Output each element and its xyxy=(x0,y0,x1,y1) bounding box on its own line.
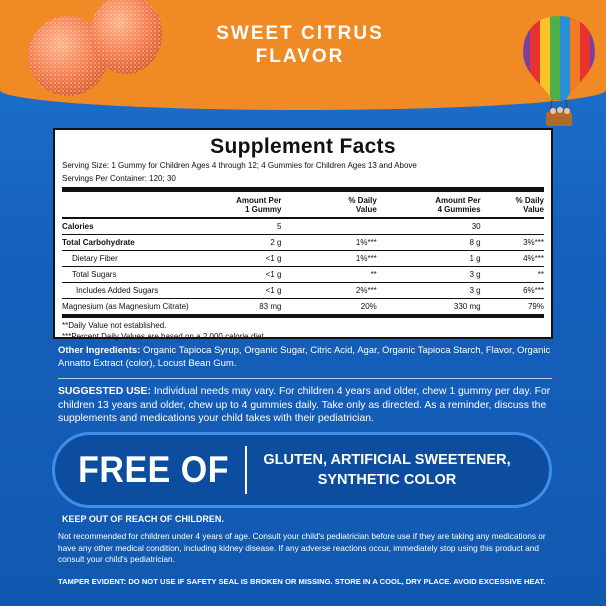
suggested-use xyxy=(58,385,558,426)
facts-header-row xyxy=(62,194,544,218)
footnotes xyxy=(62,321,544,342)
table-row: Total Carbohydrate 2 g 1%*** 8 g 3%*** xyxy=(62,235,544,251)
free-of-banner xyxy=(52,432,552,508)
free-of-line2: SYNTHETIC COLOR xyxy=(317,472,457,488)
serving-size: Serving Size: 1 Gummy for Children Ages 4 through 12; 4 Gummies for Children Ages 13 and Above xyxy=(62,161,417,170)
flavor-title-line1: SWEET CITRUS xyxy=(216,23,384,44)
col-amount-1: Amount Per 1 Gummy xyxy=(206,194,281,218)
hot-air-balloon-icon xyxy=(518,14,600,132)
col-dv-4: % Daily Value xyxy=(481,194,544,218)
warning-text: Not recommended for children under 4 years of age. Consult your child's pediatrician before use if they are taking any medications or have any other medical condition, including kidney disease. If any adverse reactions occur, immediately stop using this product and consult your child's pediatrician. xyxy=(58,531,546,564)
table-row: Includes Added Sugars <1 g 2%*** 3 g 6%*** xyxy=(62,283,544,299)
free-of-heading: FREE OF xyxy=(78,449,229,491)
tamper-evident-text: TAMPER EVIDENT: DO NOT USE IF SAFETY SEAL IS BROKEN OR MISSING. STORE IN A COOL, DRY PLACE. AVOID EXCESSIVE HEAT. xyxy=(58,577,546,586)
suggested-use-text: Individual needs may vary. For children 4 years and older, chew 1 gummy per day. For children 13 years and older, chew up to 4 gummies daily. Take only as directed. As a reminder, discuss the supplements and medications your child takes with their pediatrician. xyxy=(58,386,551,424)
ingredients-label: Other Ingredients: xyxy=(58,345,141,356)
table-row: Dietary Fiber <1 g 1%*** 1 g 4%*** xyxy=(62,251,544,267)
footnote-dv-not-established: **Daily Value not established. xyxy=(62,321,167,330)
gummy-candy-icon xyxy=(26,0,166,104)
servings-per-container: Servings Per Container: 120; 30 xyxy=(62,173,176,183)
other-ingredients xyxy=(58,345,558,370)
ingredients-text: Organic Tapioca Syrup, Organic Sugar, Citric Acid, Agar, Organic Tapioca Starch, Flavor, Organic Annatto Extract (color), Locust Bean Gum. xyxy=(58,345,551,369)
free-of-line1: GLUTEN, ARTIFICIAL SWEETENER, xyxy=(263,452,511,468)
facts-title: Supplement Facts xyxy=(210,135,396,158)
free-of-list xyxy=(247,450,549,490)
section-divider xyxy=(58,378,552,379)
suggested-use-label: SUGGESTED USE: xyxy=(58,386,151,397)
table-row: Calories 5 30 xyxy=(62,218,544,235)
flavor-title xyxy=(150,22,450,68)
col-dv-1: % Daily Value xyxy=(281,194,376,218)
footnote-calorie-diet: ***Percent Daily Values are based on a 2,000 calorie diet. xyxy=(62,331,266,341)
col-amount-4: Amount Per 4 Gummies xyxy=(377,194,481,218)
facts-table xyxy=(62,194,544,318)
thick-divider xyxy=(62,187,544,192)
supplement-facts-panel xyxy=(53,128,553,339)
table-row: Magnesium (as Magnesium Citrate) 83 mg 20% 330 mg 79% xyxy=(62,299,544,317)
keep-out-warning: KEEP OUT OF REACH OF CHILDREN. xyxy=(62,514,224,524)
table-row: Total Sugars <1 g ** 3 g ** xyxy=(62,267,544,283)
flavor-title-line2: FLAVOR xyxy=(255,46,345,67)
